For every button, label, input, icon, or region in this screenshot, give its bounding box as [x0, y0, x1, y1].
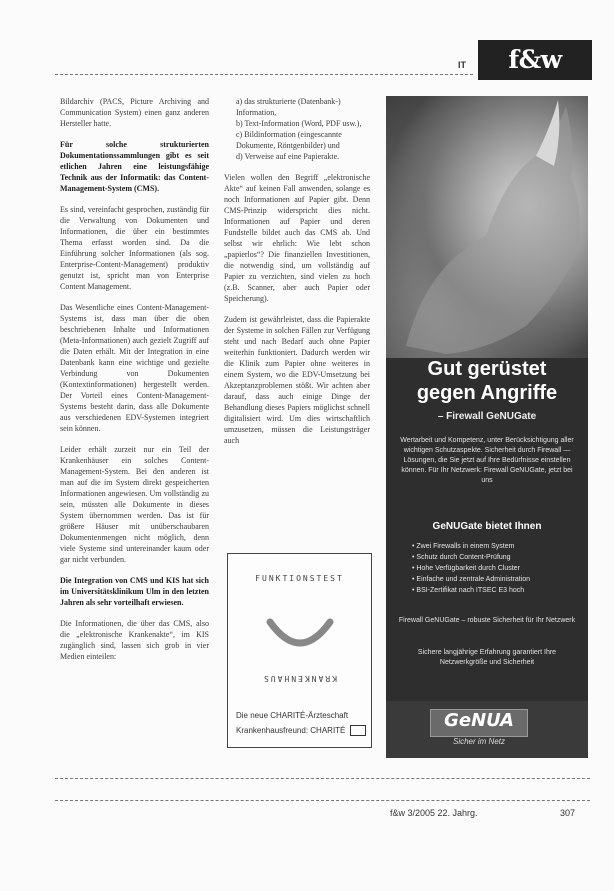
ad-caption-1: Firewall GeNUGate – robuste Sicherheit für Ihr Netzwerk [398, 617, 576, 624]
ad-footer-line-1: Die neue CHARITÉ-Ärzteschaft [236, 711, 349, 720]
journal-logo: f&w [478, 40, 592, 80]
ad-features-heading: GeNUGate bietet Ihnen [432, 521, 542, 532]
ad-features-list [412, 541, 572, 596]
ad-subtitle: – Firewall GeNUGate [437, 411, 537, 422]
firewall-advertisement [386, 96, 588, 758]
bottom-rule-1 [55, 778, 590, 779]
journal-reference: f&w 3/2005 22. Jahrg. [390, 808, 478, 818]
small-advertisement [227, 553, 372, 748]
rhino-photo [386, 96, 588, 358]
ad-title-line-2: gegen Angriffe [416, 382, 558, 404]
media-list [224, 96, 370, 162]
ad-box-icon [350, 725, 366, 736]
list-item: b) Text-Information (Word, PDF usw.), [236, 119, 362, 128]
list-item: c) Bildinformation (eingescannte Dokumente, Röntgenbilder) und [236, 130, 342, 150]
paragraph: Die Informationen, die über das CMS, also die „elektronische Krankenakte“, im KIS zugänglich sind, lassen sich grob in vier Medien einteilen: [60, 619, 209, 661]
ad-caption-2: Sichere langjährige Erfahrung garantiert Ihre Netzwerkgröße und Sicherheit [417, 649, 557, 666]
page-number: 307 [560, 808, 576, 818]
list-item: • Einfache und zentrale Administration [412, 574, 572, 585]
list-item: • Schutz durch Content-Prüfung [412, 552, 572, 563]
paragraph: Leider erhält zurzeit nur ein Teil der Krankenhäuser ein solches Content-Management-System. Bei den anderen ist man auf die im System direkt gespeicherten Informationen angewiesen. Um vollständig zu sein, müssten alle Dokumente in dieses System übernommen werden. Das ist für größere Häuser mit unüberschaubaren Dokumentenmengen nicht möglich, denn viele Systeme sind untereinander kaum oder gar nicht verbunden. [60, 445, 209, 564]
paragraph: Zudem ist gewährleistet, dass die Papierakte der Systeme in solchen Fällen zur Verfügung steht und nach Bedarf auch ohne Papier weiterhin funktioniert. Dadurch werden wir die Klinik zum Papier ohne weiteres in einem System, wo die EDV-Umsetzung bei Akzeptanzproblemen stößt. Wir achten aber darauf, dass auch einige Dinge der Behandlung dieses Papiers möglichst schnell digitalisiert wird. Um dies wirtschaftlich umzusetzen, müssen die Leistungsträger auch [224, 315, 370, 445]
paragraph: Das Wesentliche eines Content-Management-Systems ist, dass man über die oben beschriebenen Inhalte und Informationen (Meta-Informationen) auch gezielt Zugriff auf die Daten erhält. Mit der Integration in eine Datenbank kann eine wichtige und gezielte Verbindung von Dokumenten (Kontextinformationen) hergestellt werden. Der Vorteil eines Content-Management-Systems besteht darin, dass alle Dokumente aus verschiedenen EDV-Systemen integriert sein können. [60, 303, 209, 433]
list-item: • BSI-Zertifikat nach ITSEC E3 hoch [412, 585, 572, 596]
ad-body-text: Wertarbeit und Kompetenz, unter Berücksichtigung aller wichtigen Schutzaspekte. Sicherheit durch Firewall — Lösungen, die Sie jetzt auf Ihre Bedürfnisse einstellen können. Für Ihr Netzwerk: Firewall GeNUGate, jetzt bei uns [400, 437, 574, 484]
bold-paragraph: Für solche strukturierten Dokumentationssammlungen gibt es seit etlichen Jahren eine leistungsfähige Technik aus der Informatik: das Content-Management-System (CMS). [60, 140, 209, 193]
genua-logo-area [386, 701, 588, 758]
list-item: • Zwei Firewalls in einem System [412, 541, 572, 552]
article-column-2 [224, 96, 370, 456]
list-item: a) das strukturierte (Datenbank-) Information, [236, 97, 341, 117]
bottom-rule-2 [55, 800, 590, 801]
article-column-1 [60, 96, 209, 672]
list-item: • Hohe Verfügbarkeit durch Cluster [412, 563, 572, 574]
paragraph: Vielen wollen den Begriff „elektronische Akte“ auf keinen Fall anwenden, solange es noch Informationen auf Papier gibt. Denn CMS-Prinzip widerspricht dies nicht. Informationen auf Papier und deren Fundstelle bildet auch das CMS ab. Und selbst wir ehrlich: Wie lebt schon „papierlos“? Die finanziellen Investitionen, die notwendig sind, um vollständig auf Papier zu verzichten, sind vielen zu hoch (z.B. Scanner, aber auch Papier oder Speicherung). [224, 173, 370, 303]
smile-icon [264, 614, 336, 658]
paragraph: Es sind, vereinfacht gesprochen, zuständig für die Verwaltung von Dokumenten und Informationen, die über ein bestimmtes Thema erfasst worden sind. Da die Einführung solcher Informationen (als sog. Enterprise-Content-Management) produktiv genutzt ist, spricht man von Enterprise Content Management. [60, 205, 209, 291]
section-label: IT [458, 60, 466, 70]
ad-title-line-1: Gut gerüstet [427, 358, 547, 380]
bold-paragraph: Die Integration von CMS und KIS hat sich im Universitätsklinikum Ulm in den letzten Jahren als sehr vorteilhaft erwiesen. [60, 576, 209, 607]
list-item: d) Verweise auf eine Papierakte. [236, 152, 340, 161]
top-rule [55, 74, 473, 75]
paragraph: Bildarchiv (PACS, Picture Archiving and Communication System) einen ganz anderen Hersteller hatte. [60, 97, 209, 128]
rhino-silhouette-icon [386, 96, 588, 358]
ad-bottom-text: KRANKENHAUS [262, 674, 337, 683]
genua-tagline: Sicher im Netz [452, 737, 505, 746]
ad-footer-line-2: Krankenhausfreund: CHARITÉ [236, 726, 346, 735]
ad-top-text: FUNKTIONSTEST [255, 574, 344, 583]
genua-logo: GeNUA [430, 709, 528, 737]
